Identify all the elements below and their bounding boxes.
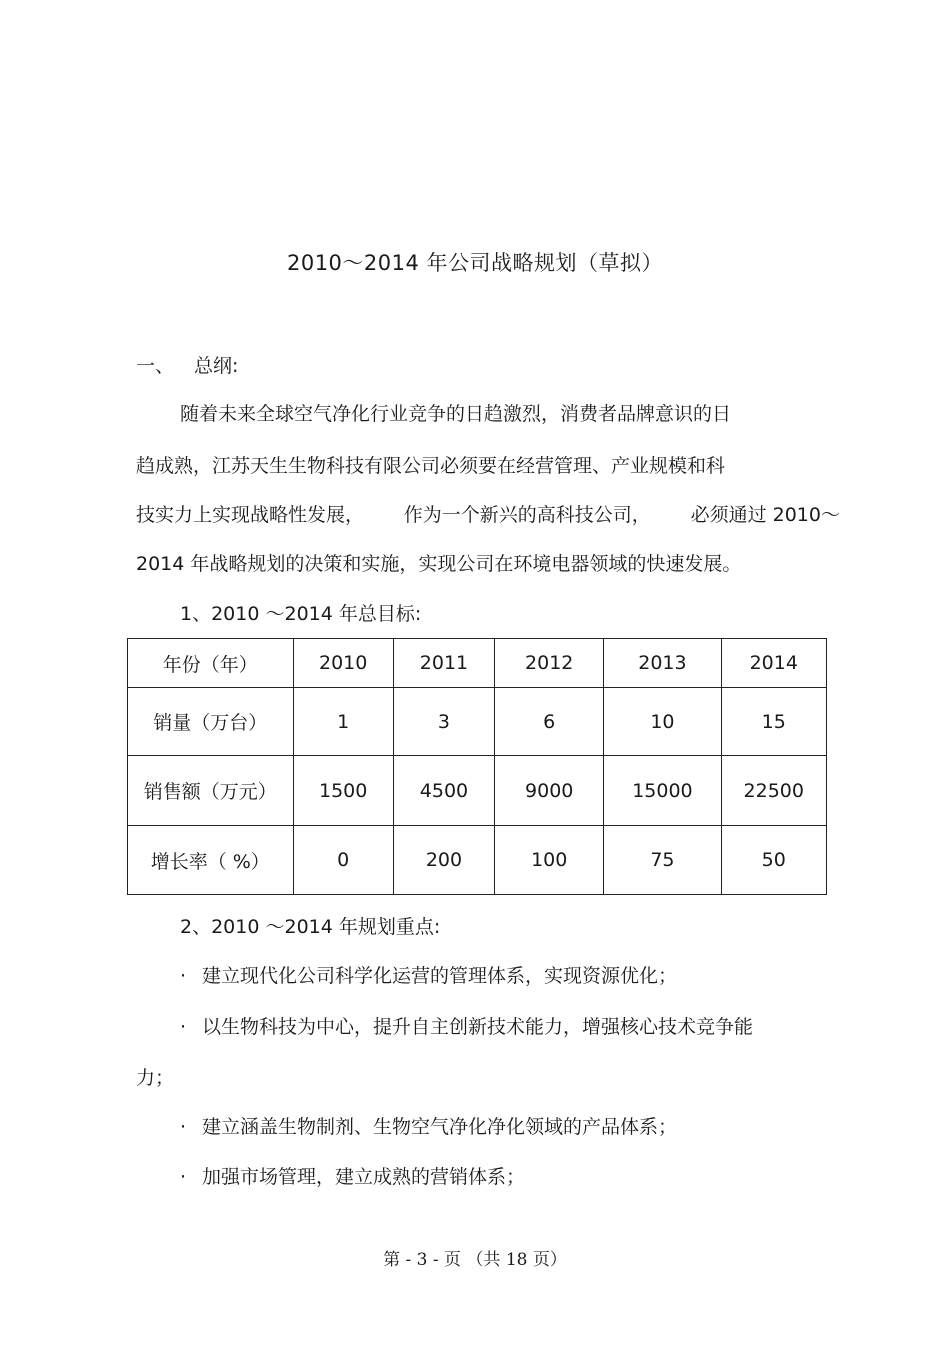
table-cell: 1 <box>293 688 393 756</box>
table-cell: 10 <box>604 688 721 756</box>
bullet-continuation: 力； <box>136 1067 175 1089</box>
table-cell: 100 <box>495 826 604 895</box>
bullet-mark: · <box>180 1016 187 1038</box>
table-row <box>128 688 827 756</box>
table-cell: 6 <box>495 688 604 756</box>
bullet-item <box>180 964 677 988</box>
table-cell: 75 <box>604 826 721 895</box>
table-header-cell: 年份（年） <box>128 639 294 688</box>
table-cell: 200 <box>393 826 494 895</box>
paragraph-line: 趋成熟，江苏天生生物科技有限公司必须要在经营管理、产业规模和科 <box>136 455 726 477</box>
section-title: 总纲: <box>194 355 239 377</box>
paragraph-segment: 技实力上实现战略性发展， <box>136 504 365 526</box>
document-title: 2010～2014 年公司战略规划（草拟） <box>286 251 664 275</box>
section-heading <box>136 354 238 378</box>
table-cell: 3 <box>393 688 494 756</box>
subheading-planning-focus: 2、2010 ～2014 年规划重点: <box>180 916 441 938</box>
table-row-label: 增长率（ %） <box>128 826 294 895</box>
bullet-text: 加强市场管理，建立成熟的营销体系； <box>202 1166 526 1188</box>
table-cell: 50 <box>721 826 826 895</box>
table-header-row <box>128 639 827 688</box>
page-footer: 第 - 3 - 页 （共 18 页） <box>383 1250 567 1270</box>
table-row <box>128 756 827 826</box>
table-header-cell: 2012 <box>495 639 604 688</box>
bullet-text: 建立现代化公司科学化运营的管理体系，实现资源优化； <box>202 965 678 987</box>
bullet-item <box>180 1015 753 1039</box>
paragraph-line: 随着未来全球空气净化行业竞争的日趋激烈，消费者品牌意识的日 <box>180 403 732 425</box>
bullet-item <box>180 1115 677 1139</box>
table-cell: 15 <box>721 688 826 756</box>
table-header-cell: 2014 <box>721 639 826 688</box>
table-header-cell: 2010 <box>293 639 393 688</box>
table-cell: 9000 <box>495 756 604 826</box>
table-cell: 15000 <box>604 756 721 826</box>
section-number: 一、 <box>136 355 175 377</box>
table-cell: 22500 <box>721 756 826 826</box>
bullet-text: 建立涵盖生物制剂、生物空气净化净化领域的产品体系； <box>202 1116 678 1138</box>
paragraph-segment: 作为一个新兴的高科技公司， <box>403 504 651 526</box>
goals-table <box>127 638 827 895</box>
bullet-mark: · <box>180 1166 187 1188</box>
table-cell: 4500 <box>393 756 494 826</box>
table-header-cell: 2013 <box>604 639 721 688</box>
table-cell: 0 <box>293 826 393 895</box>
table-row-label: 销量（万台） <box>128 688 294 756</box>
paragraph-line: 2014 年战略规划的决策和实施，实现公司在环境电器领域的快速发展。 <box>136 553 742 575</box>
bullet-mark: · <box>180 1116 187 1138</box>
table-row-label: 销售额（万元） <box>128 756 294 826</box>
paragraph-line <box>136 503 840 527</box>
bullet-item <box>180 1165 525 1189</box>
bullet-text: 以生物科技为中心，提升自主创新技术能力，增强核心技术竞争能 <box>202 1016 754 1038</box>
subheading-overall-goals: 1、2010 ～2014 年总目标: <box>180 603 422 625</box>
table-header-cell: 2011 <box>393 639 494 688</box>
table-row <box>128 826 827 895</box>
bullet-mark: · <box>180 965 187 987</box>
table-cell: 1500 <box>293 756 393 826</box>
paragraph-segment: 必须通过 2010～ <box>690 504 840 526</box>
